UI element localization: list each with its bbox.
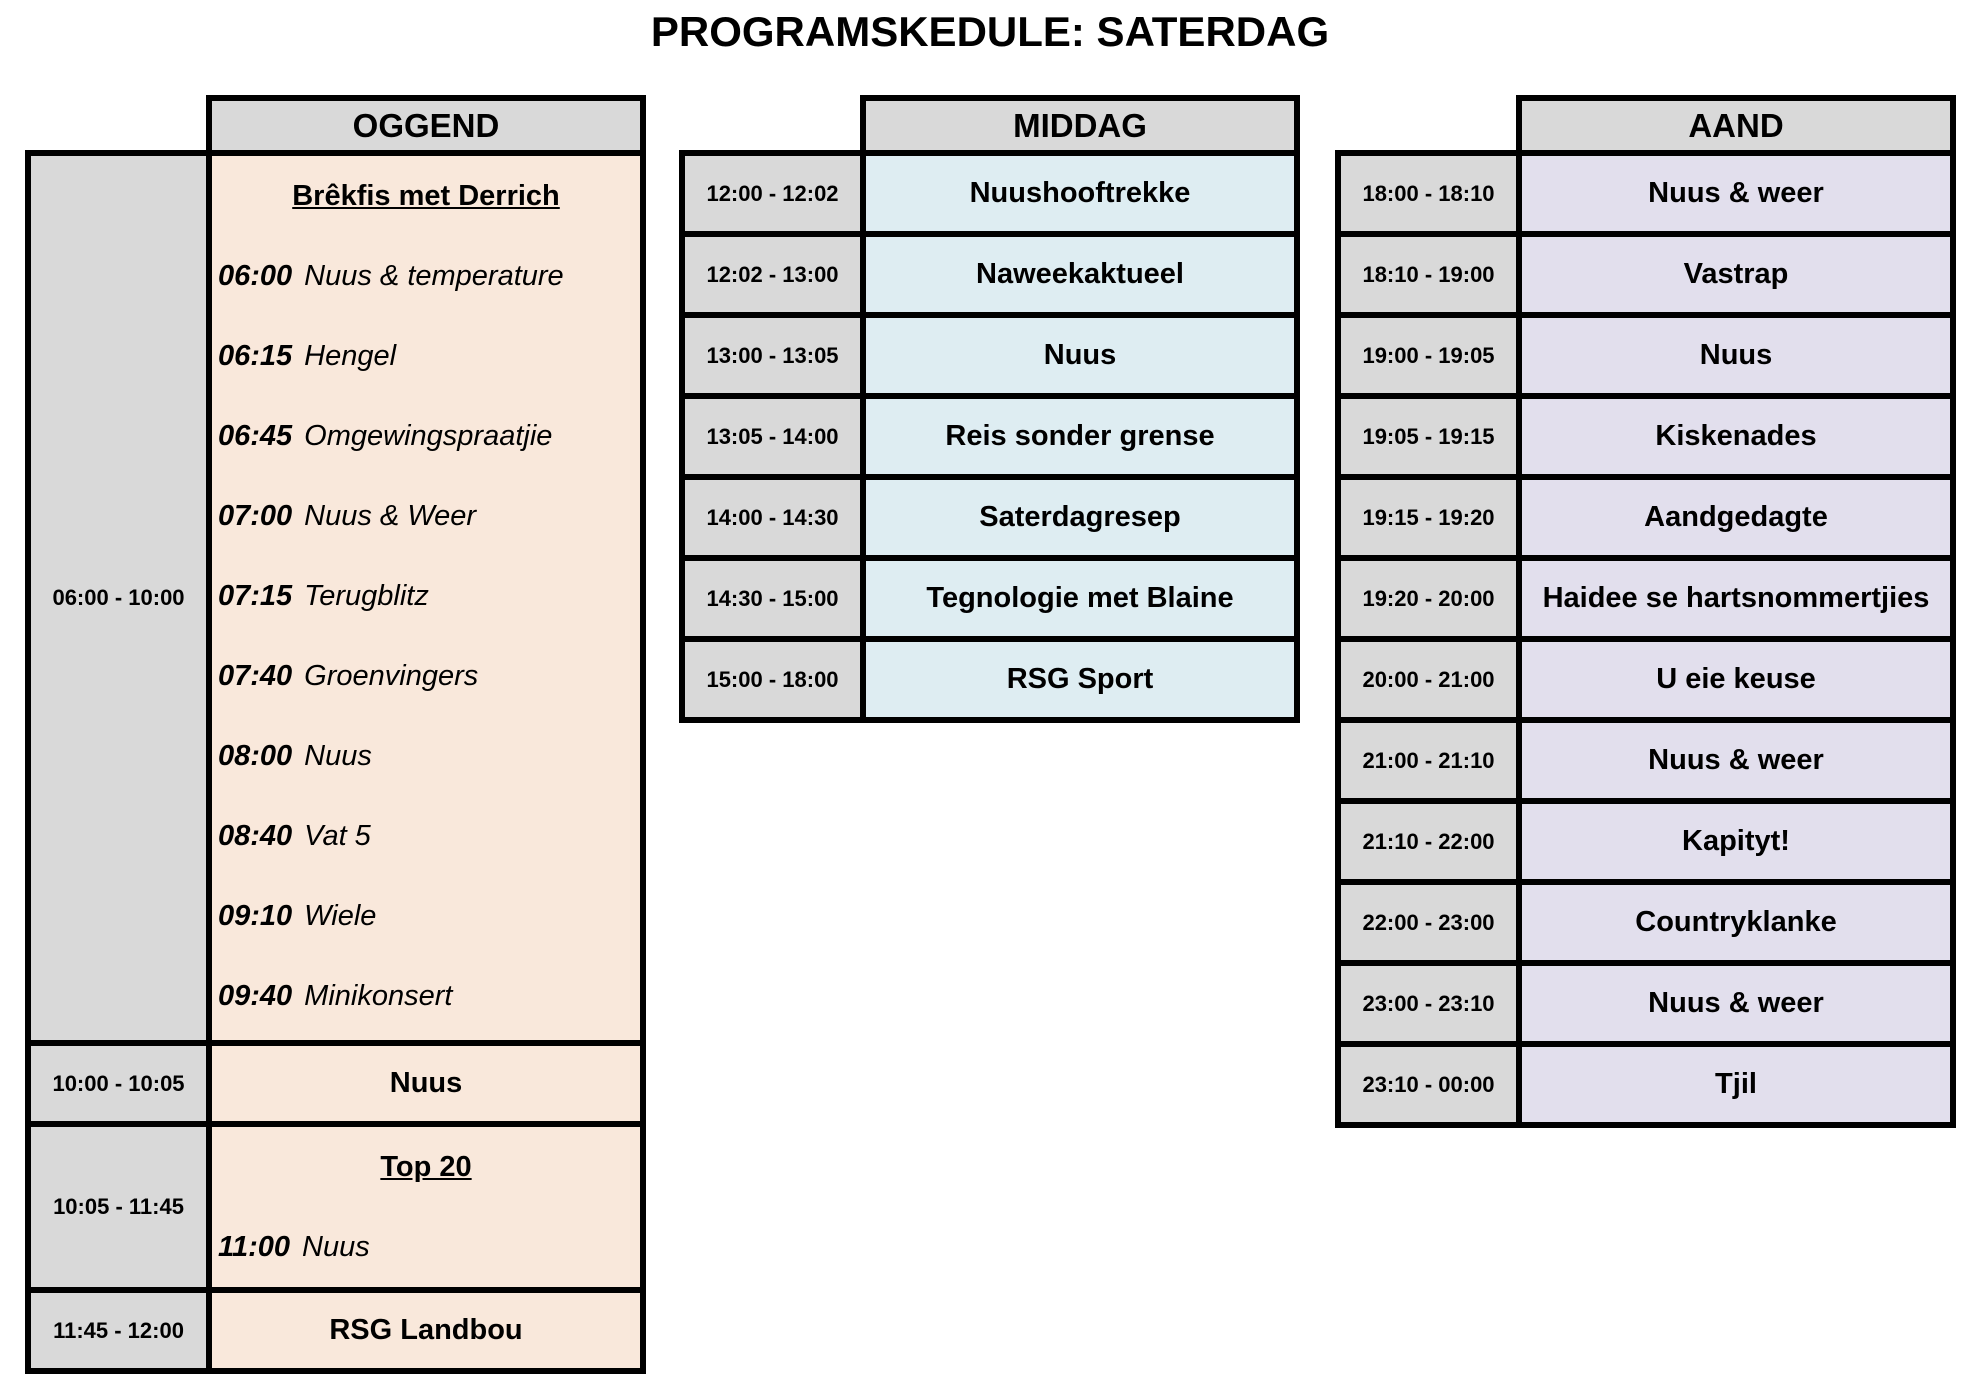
evening-column [1335,95,1956,1128]
program-name: U eie keuse [1519,639,1953,720]
sub-item-name: Nuus & Weer [304,500,477,532]
slot-time: 12:00 - 12:02 [682,153,863,234]
slot-time: 22:00 - 23:00 [1338,882,1519,963]
program-name: Nuushooftrekke [863,153,1297,234]
slot-time: 21:10 - 22:00 [1338,801,1519,882]
sub-item-time: 07:40 [218,660,293,692]
sub-item [212,556,640,636]
sub-item-name: Nuus [304,740,372,772]
program-name: Nuus [209,1043,643,1124]
sub-item [212,956,640,1036]
slot-time: 15:00 - 18:00 [682,639,863,720]
slot-time: 14:30 - 15:00 [682,558,863,639]
sub-item [212,396,640,476]
program-name: Nuus [1519,315,1953,396]
sub-item-time: 07:00 [218,500,293,532]
slot-time: 23:10 - 00:00 [1338,1044,1519,1125]
sub-item-time: 07:15 [218,580,293,612]
sub-item-time: 08:40 [218,820,293,852]
program-name: Countryklanke [1519,882,1953,963]
program-name: Kapityt! [1519,801,1953,882]
evening-table [1335,95,1956,1128]
sub-item [212,876,640,956]
slot-time: 12:02 - 13:00 [682,234,863,315]
sub-item [212,316,640,396]
sub-item-time: 09:40 [218,980,293,1012]
program-name: Tegnologie met Blaine [863,558,1297,639]
afternoon-column [679,95,1300,723]
sub-item-name: Nuus [302,1231,370,1263]
afternoon-table [679,95,1300,723]
block-time: 06:00 - 10:00 [28,153,209,1043]
slot-time: 11:45 - 12:00 [28,1290,209,1371]
page-title: PROGRAMSKEDULE: SATERDAG [650,8,1330,55]
sub-item [212,476,640,556]
evening-header: AAND [1519,98,1953,153]
program-name: RSG Sport [863,639,1297,720]
program-name: Tjil [1519,1044,1953,1125]
afternoon-header: MIDDAG [863,98,1297,153]
block-time: 10:05 - 11:45 [28,1124,209,1290]
sub-item [212,236,640,316]
sub-item-time: 09:10 [218,900,293,932]
program-name: Vastrap [1519,234,1953,315]
sub-item [212,796,640,876]
program-name: Nuus & weer [1519,153,1953,234]
program-name: Haidee se hartsnommertjies [1519,558,1953,639]
morning-header: OGGEND [209,98,643,153]
slot-time: 13:00 - 13:05 [682,315,863,396]
program-name: RSG Landbou [209,1290,643,1371]
slot-time: 21:00 - 21:10 [1338,720,1519,801]
sub-item-name: Omgewingspraatjie [304,420,553,452]
slot-time: 23:00 - 23:10 [1338,963,1519,1044]
program-name: Kiskenades [1519,396,1953,477]
sub-item-name: Nuus & temperature [304,260,564,292]
sub-item-name: Minikonsert [304,980,453,1012]
sub-item-time: 06:15 [218,340,293,372]
program-name: Aandgedagte [1519,477,1953,558]
slot-time: 20:00 - 21:00 [1338,639,1519,720]
sub-item-name: Vat 5 [304,820,371,852]
program-name: Saterdagresep [863,477,1297,558]
block-title: Brêkfis met Derrich [292,180,560,212]
slot-time: 19:05 - 19:15 [1338,396,1519,477]
sub-item-name: Hengel [304,340,397,372]
block-title: Top 20 [380,1151,472,1183]
program-block [209,153,643,1043]
sub-item-name: Groenvingers [304,660,479,692]
slot-time: 13:05 - 14:00 [682,396,863,477]
sub-item-time: 08:00 [218,740,293,772]
program-name: Naweekaktueel [863,234,1297,315]
program-name: Reis sonder grense [863,396,1297,477]
slot-time: 14:00 - 14:30 [682,477,863,558]
sub-item-time: 06:00 [218,260,293,292]
program-name: Nuus & weer [1519,720,1953,801]
morning-table [25,95,646,1374]
slot-time: 18:10 - 19:00 [1338,234,1519,315]
slot-time: 18:00 - 18:10 [1338,153,1519,234]
sub-item [212,716,640,796]
slot-time: 19:15 - 19:20 [1338,477,1519,558]
program-name: Nuus & weer [1519,963,1953,1044]
sub-item [212,636,640,716]
sub-item [212,1207,640,1287]
sub-item-time: 11:00 [218,1231,291,1263]
morning-column [25,95,646,1374]
sub-item-name: Wiele [304,900,377,932]
program-block [209,1124,643,1290]
program-name: Nuus [863,315,1297,396]
slot-time: 10:00 - 10:05 [28,1043,209,1124]
sub-item-time: 06:45 [218,420,293,452]
slot-time: 19:00 - 19:05 [1338,315,1519,396]
slot-time: 19:20 - 20:00 [1338,558,1519,639]
sub-item-name: Terugblitz [304,580,429,612]
